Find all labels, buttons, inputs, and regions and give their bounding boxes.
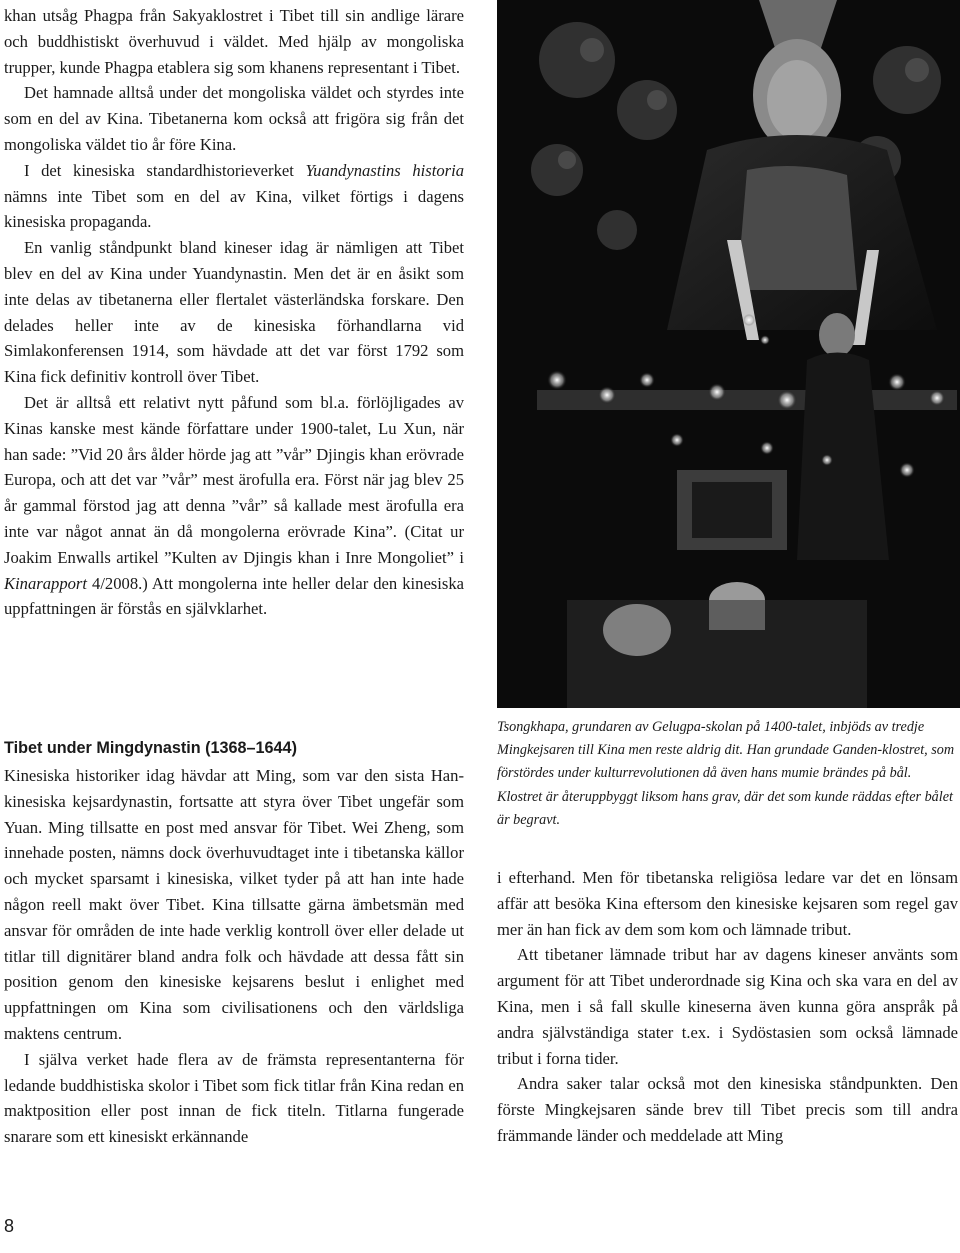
page-number: 8	[4, 1216, 15, 1236]
section-ming	[4, 736, 464, 1150]
paragraph-text: Det är alltså ett relativt nytt påfund som bl.a. förlöjligades av Kinas kanske mest kände författare under 1900-talet, Lu Xun, när han sade: ”Vid 20 års ålder hörde jag att ”vår” Djingis khan erövrade Europa, och att det var ”vår” mest ärofulla era. Först när jag blev 25 år gammal förstod jag att denna ”vår” så kallade mest ärofulla era inte var något annat än då mongolerna erövrade Kina”. (Citat ur Joakim Enwalls artikel ”Kulten av Djingis khan i Inre Mongoliet” i	[4, 392, 464, 567]
paragraph: khan utsåg Phagpa från Sakyaklostret i Tibet till sin andlige lärare och buddhistiskt överhuvud i väldet. Med hjälp av mongoliska trupper, kunde Phagpa etablera sig som khanens representant i Tibet.	[4, 6, 464, 77]
paragraph: Andra saker talar också mot den kinesiska ståndpunkten. Den förste Mingkejsaren sände brev till Tibet precis som till andra främmande länder och meddelade att Ming	[497, 1074, 958, 1145]
photo-caption: Tsongkhapa, grundaren av Gelugpa-skolan på 1400-talet, inbjöds av tredje Mingkejsaren till Kina men reste aldrig dit. Han grundade Ganden-klostret, som förstördes under kulturrevolutionen då även hans mumie brändes på bål. Klostret är återuppbyggt liksom hans grav, där det som kunde räddas efter bålet är begravt.	[497, 719, 955, 828]
paragraph: I själva verket hade flera av de främsta representanterna för ledande buddhistiska skolor i Tibet som fick titlar från Kina redan en maktposition eller post innan de fick titeln. Titlarna fungerade snarare som ett kinesiskt erkännande	[4, 1049, 464, 1147]
paragraph: Att tibetaner lämnade tribut har av dagens kineser använts som argument för att Tibet underordnade sig Kina och ska vara en del av Kina, men i så fall skulle kineserna även kunna göra anspråk på andra självständiga stater t.ex. i Sydöstasien som också lämnade tribut i forna tider.	[497, 945, 958, 1068]
left-column	[4, 3, 464, 622]
paragraph-text: 4/2008.) Att mongolerna inte heller delar den kinesiska uppfattningen är förstås en självklarhet.	[4, 573, 464, 619]
tsongkhapa-photo	[497, 0, 960, 708]
paragraph: Det hamnade alltså under det mongoliska väldet och styrdes inte som en del av Kina. Tibetanerna kom också att frigöra sig från det mongoliska väldet tio år före Kina.	[4, 83, 464, 154]
paragraph	[4, 158, 464, 235]
paragraph: Kinesiska historiker idag hävdar att Ming, som var den sista Han-kinesiska kejsardynastin, fortsatte att styra över Tibet ungefär som Yuan. Ming tillsatte en post med ansvar för Tibet. Wei Zheng, som innehade posten, nämns dock överhuvudtaget inte i tibetanska källor och mycket sparsamt i kinesiska, vilket tyder på att han inte hade någon reell makt över Tibet. Kina tillsatte gärna ämbetsmän med ansvar för områden de inte hade verklig kontroll över eller delade ut titlar till dignitärer bland andra folk och hävdade att dessa fått sin position genom den kinesiske kejsarens beslut i enlighet med uppfattningen om Kina som civilisationens och den världsliga maktens centrum.	[4, 766, 464, 1043]
paragraph-text: nämns inte Tibet som en del av Kina, vilket förtigs i dagens kinesiska propaganda.	[4, 186, 464, 232]
paragraph: En vanlig ståndpunkt bland kineser idag är nämligen att Tibet blev en del av Kina under Yuandynastin. Men det är en åsikt som inte delas av tibetanerna eller flertalet västerländska forskare. Den delades heller inte av de kinesiska förhandlarna vid Simlakonferensen 1914, som hävdade att det var först 1792 som Kina fick definitiv kontroll över Tibet.	[4, 238, 464, 387]
photo-illustration	[497, 0, 960, 708]
journal-title: Kinarapport	[4, 573, 87, 593]
paragraph: i efterhand. Men för tibetanska religiösa ledare var det en lönsam affär att besöka Kina eftersom den kinesiske kejsaren som regel gav mer än han fick av dem som kom och lämnade tribut.	[497, 868, 958, 939]
paragraph-text: I det kinesiska standardhistorieverket	[24, 160, 306, 180]
book-title: Yuandynastins historia	[305, 160, 464, 180]
section-heading: Tibet under Mingdynastin (1368–1644)	[4, 739, 297, 757]
right-column	[497, 865, 958, 1149]
paragraph	[4, 390, 464, 622]
